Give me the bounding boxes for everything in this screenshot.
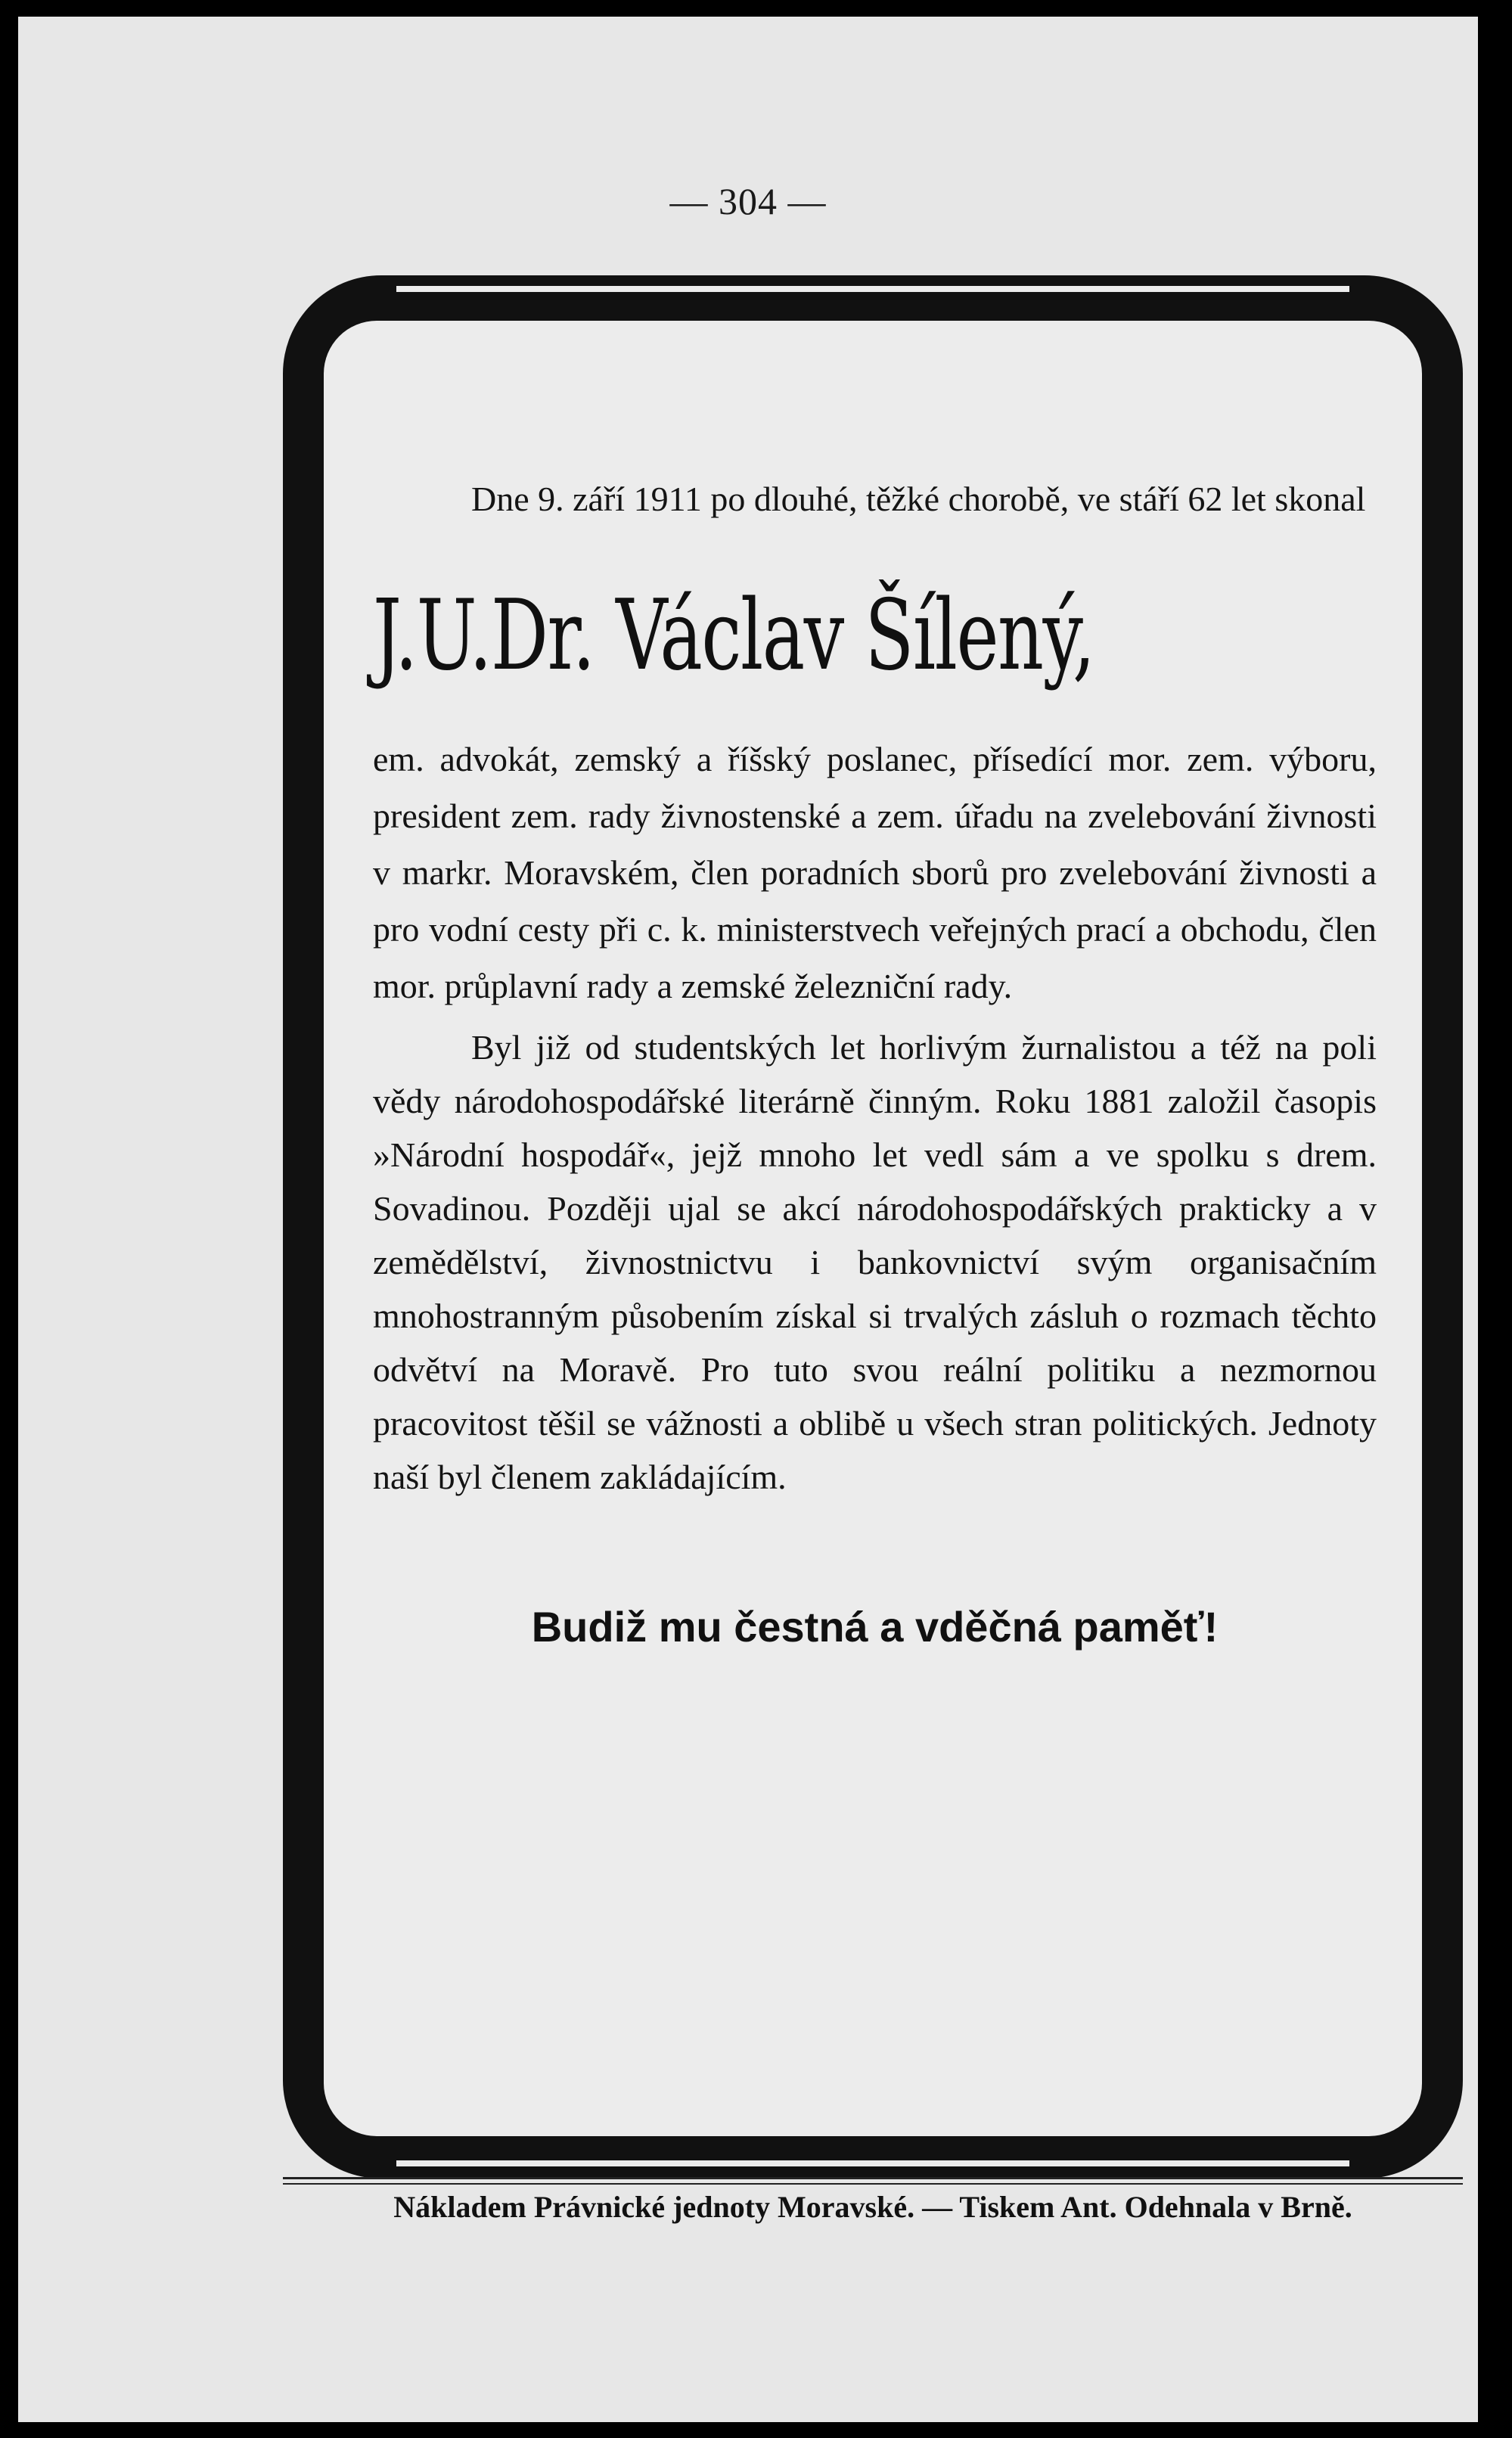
document-page — [18, 17, 1478, 2422]
page-number: — 304 — — [669, 180, 827, 222]
footer-rule — [283, 2177, 1463, 2179]
obituary-intro: Dne 9. září 1911 po dlouhé, těžké chorobě, ve stáří 62 let skonal — [471, 480, 1366, 518]
frame-inner — [324, 321, 1422, 2136]
mourning-frame — [283, 275, 1463, 2179]
printer-imprint: Nákladem Právnické jednoty Moravské. — Tiskem Ant. Odehnala v Brně. — [393, 2190, 1352, 2224]
frame-top-rule — [396, 286, 1349, 292]
memorial-closing: Budiž mu čestná a vděčná paměť! — [531, 1603, 1219, 1651]
obituary-notice — [373, 472, 1377, 1651]
deceased-name: J.U.Dr. Václav Šílený, — [373, 579, 1094, 692]
frame-bottom-rule — [396, 2160, 1349, 2166]
deceased-titles: em. advokát, zemský a říšský poslanec, přísedící mor. zem. výboru, president zem. rady živnostenské a zem. úřadu na zvelebování živnosti v markr. Moravském, člen poradních sborů pro zvelebování živnosti a pro vodní cesty při c. k. ministerstvech veřejných prací a obchodu, člen mor. průplavní rady a zemské železniční rady. — [373, 740, 1377, 1005]
deceased-biography: Byl již od studentských let horlivým žurnalistou a též na poli vědy národohospodářské literárně činným. Roku 1881 založil časopis »Národní hospodář«, jejž mnoho let vedl sám a ve spolku s drem. Sovadinou. Později ujal se akcí národohospodářských prakticky a v zemědělství, živnostnictvu i bankovnictví svým organisačním mnohostranným působením získal si trvalých zásluh o rozmach těchto odvětví na Moravě. Pro tuto svou reální politiku a nezmornou pracovitost těšil se vážnosti a oblibě u všech stran politických. Jednoty naší byl členem zakládajícím. — [373, 1028, 1377, 1496]
footer-rule-secondary — [283, 2183, 1463, 2185]
